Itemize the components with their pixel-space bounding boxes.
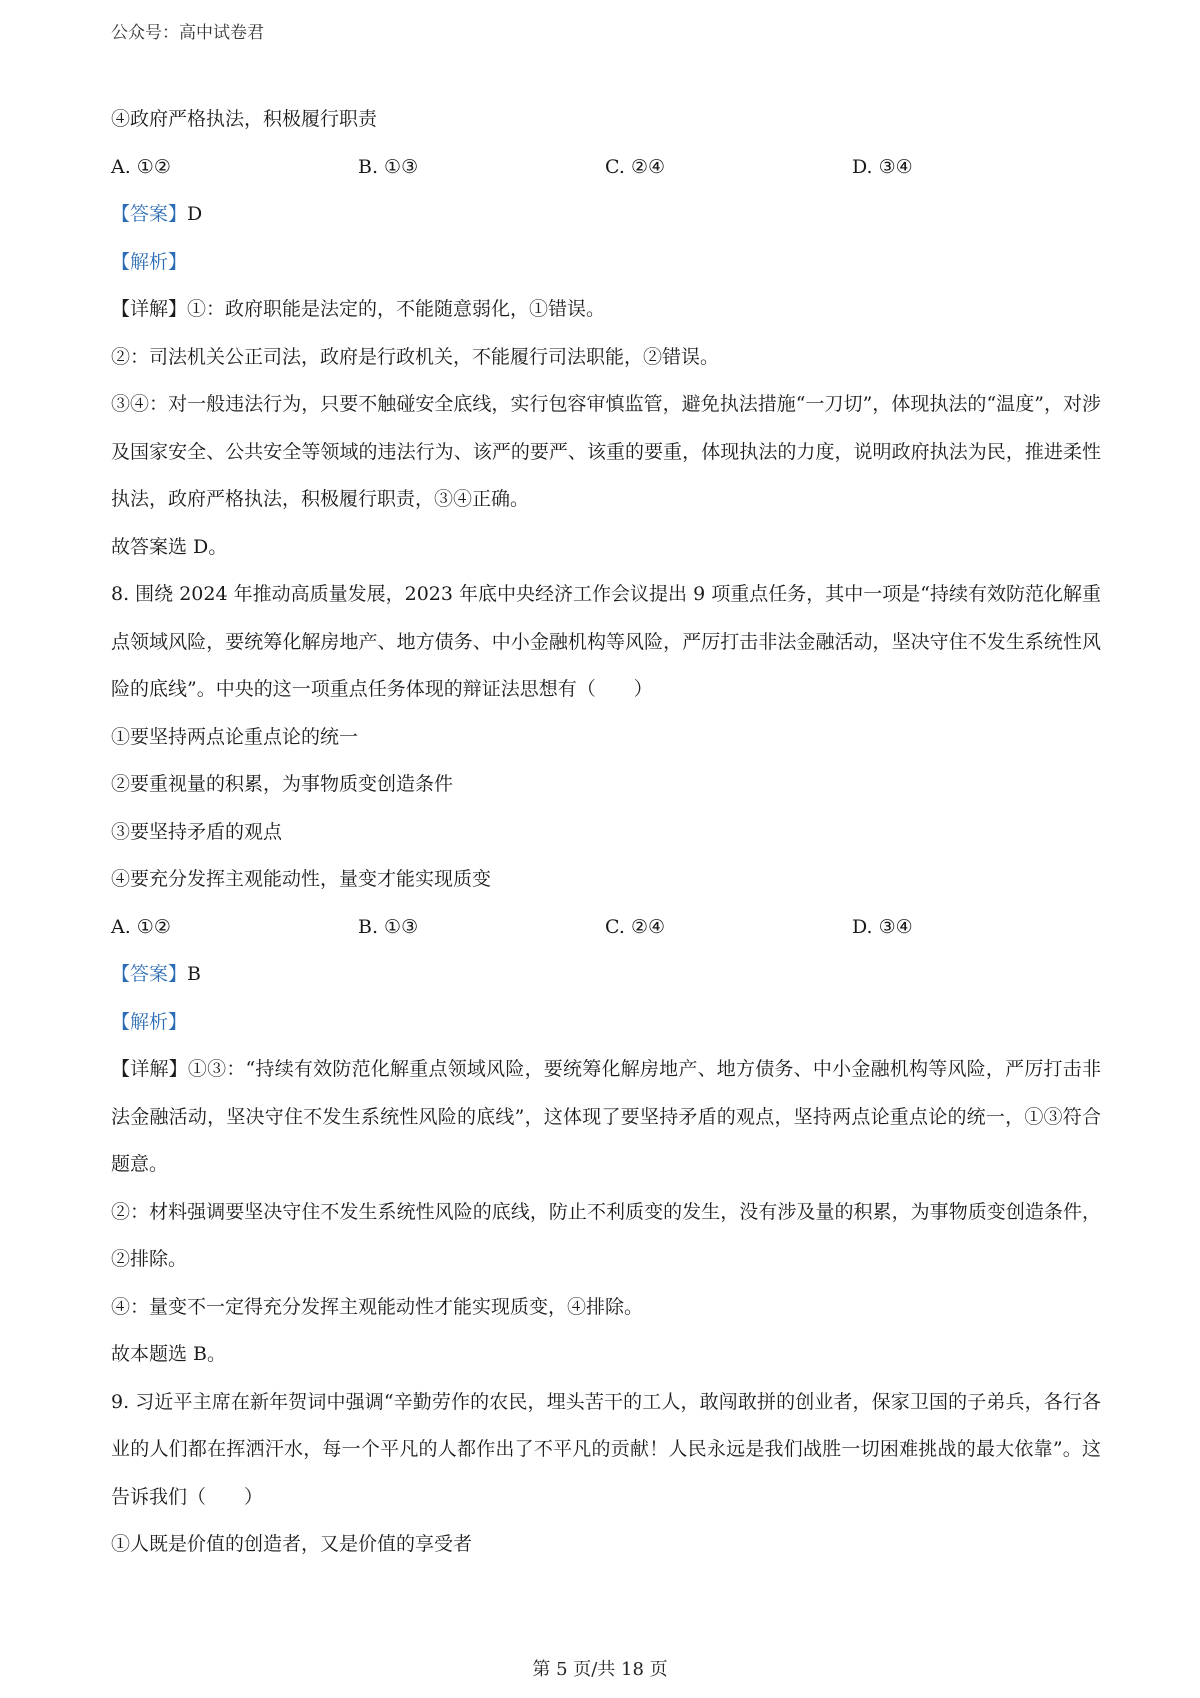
answer-tag: 【答案】 bbox=[111, 963, 188, 985]
q7-answer bbox=[111, 191, 1101, 239]
q9-stem: 9. 习近平主席在新年贺词中强调“辛勤劳作的农民，埋头苦干的工人，敢闯敢拼的创业者，保家卫国的子弟兵，各行各业的人们都在挥洒汗水，每一个平凡的人都作出了不平凡的贡献！人民永远是我们战胜一切困难挑战的最大依靠”。这告诉我们（ ） bbox=[111, 1390, 1101, 1508]
q8-detail-1: 【详解】①③：“持续有效防范化解重点领域风险，要统筹化解房地产、地方债务、中小金融机构等风险，严厉打击非法金融活动，坚决守住不发生系统性风险的底线”，这体现了要坚持矛盾的观点，坚持两点论重点论的统一，①③符合题意。 bbox=[111, 1058, 1101, 1175]
q9-option-1: ①人既是价值的创造者，又是价值的享受者 bbox=[111, 1533, 473, 1555]
q7-analysis bbox=[111, 239, 1101, 287]
q8-detail-2: ②：材料强调要坚决守住不发生系统性风险的底线，防止不利质变的发生，没有涉及量的积累，为事物质变创造条件，②排除。 bbox=[111, 1200, 1101, 1270]
q8-answer bbox=[111, 951, 1101, 999]
q8-option-1: ①要坚持两点论重点论的统一 bbox=[111, 725, 359, 748]
q8-option-4: ④要充分发挥主观能动性，量变才能实现质变 bbox=[111, 868, 492, 890]
watermark: 公众号：高中试卷君 bbox=[111, 23, 264, 43]
q7-option-4: ④政府严格执法，积极履行职责 bbox=[111, 108, 378, 130]
q8-choices bbox=[111, 904, 1101, 952]
page-footer: 第 5 页/共 18 页 bbox=[532, 1659, 668, 1680]
q7-detail-1: 【详解】①：政府职能是法定的，不能随意弱化，①错误。 bbox=[111, 298, 606, 320]
q8-choice-c: C. ②④ bbox=[605, 915, 666, 938]
analysis-tag: 【解析】 bbox=[111, 1010, 188, 1033]
q7-detail-3: ③④：对一般违法行为，只要不触碰安全底线，实行包容审慎监管，避免执法措施“一刀切”，体现执法的“温度”，对涉及国家安全、公共安全等领域的违法行为、该严的要严、该重的要重，体现执法的力度，说明政府执法为民，推进柔性执法，政府严格执法，积极履行职责，③④正确。 bbox=[111, 393, 1101, 510]
q8-choice-b: B. ①③ bbox=[358, 915, 419, 938]
q8-choice-d: D. ③④ bbox=[852, 915, 913, 938]
q7-choice-d: D. ③④ bbox=[852, 155, 913, 178]
q8-conclusion: 故本题选 B。 bbox=[111, 1343, 227, 1365]
q8-option-3: ③要坚持矛盾的观点 bbox=[111, 820, 283, 843]
q7-conclusion: 故答案选 D。 bbox=[111, 535, 228, 558]
q7-choices bbox=[111, 144, 1101, 192]
q7-answer-value: D bbox=[187, 203, 203, 225]
q8-choice-a: A. ①② bbox=[111, 915, 171, 938]
q7-detail-2: ②：司法机关公正司法，政府是行政机关，不能履行司法职能，②错误。 bbox=[111, 345, 720, 368]
q8-option-2: ②要重视量的积累，为事物质变创造条件 bbox=[111, 773, 454, 795]
analysis-tag: 【解析】 bbox=[111, 250, 188, 273]
document-body bbox=[111, 96, 1101, 1569]
q8-analysis bbox=[111, 999, 1101, 1047]
q8-stem: 8. 围绕 2024 年推动高质量发展，2023 年底中央经济工作会议提出 9 项重点任务，其中一项是“持续有效防范化解重点领域风险，要统筹化解房地产、地方债务、中小金融机构等风险，严厉打击非法金融活动，坚决守住不发生系统性风险的底线”。中央的这一项重点任务体现的辩证法思想有（ ） bbox=[111, 583, 1101, 700]
q7-choice-b: B. ①③ bbox=[358, 155, 419, 178]
q7-choice-a: A. ①② bbox=[111, 155, 171, 178]
q8-detail-3: ④：量变不一定得充分发挥主观能动性才能实现质变，④排除。 bbox=[111, 1295, 644, 1318]
q8-answer-value: B bbox=[187, 963, 201, 985]
answer-tag: 【答案】 bbox=[111, 203, 188, 225]
q7-choice-c: C. ②④ bbox=[605, 155, 666, 178]
